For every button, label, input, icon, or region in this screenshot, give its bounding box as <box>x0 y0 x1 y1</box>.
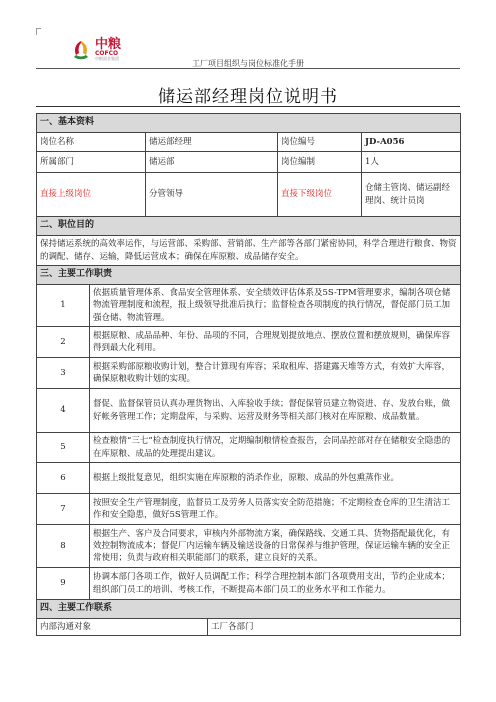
duty-row <box>37 463 461 494</box>
duty-row <box>37 494 461 525</box>
duty-text: 根据上级批复意见，组织实施在库原粮的消杀作业，原粮、成品的外包熏蒸作业。 <box>90 463 461 494</box>
duty-text: 按照安全生产管理制度，监督员工及劳务人员落实安全防范措施；不定期检查仓库的卫生清洁工作和安全隐患，做好5S管理工作。 <box>90 494 461 525</box>
department-value: 储运部 <box>146 152 278 173</box>
duty-number: 7 <box>37 494 90 525</box>
duty-number: 4 <box>37 389 90 433</box>
duty-row <box>37 285 461 327</box>
internal-contacts-label: 内部沟通对象 <box>37 619 208 636</box>
page-header-title: 工厂项目组织与岗位标准化手册 <box>192 59 304 68</box>
document-title: 储运部经理岗位说明书 <box>158 87 338 107</box>
section-contacts-header: 四、主要工作联系 <box>37 600 461 619</box>
section-basic-info-header: 一、基本资料 <box>37 114 461 133</box>
superior-post-label: 直接上级岗位 <box>37 173 146 217</box>
duty-number: 3 <box>37 358 90 389</box>
department-label: 所属部门 <box>37 152 146 173</box>
staffing-value: 1人 <box>362 152 461 173</box>
section-duties-header: 三、主要工作职责 <box>37 266 461 285</box>
duty-number: 6 <box>37 463 90 494</box>
duty-row <box>37 327 461 358</box>
subordinate-post-value: 仓储主管岗、储运副经理岗、统计员岗 <box>362 173 461 217</box>
crop-mark <box>36 28 41 35</box>
logo-english-name: COFCO <box>95 50 119 57</box>
duty-text: 根据生产、客户及合同要求，审核内外部物流方案，确保路线、交通工具、货物搭配最优化，有效控制物流成本；督促厂内运输车辆及输送设备的日常保养与维护管理，保证运输车辆的安全正常使用；负责与政府相关职能部门的联系，建立良好的关系。 <box>90 525 461 568</box>
subordinate-post-label: 直接下级岗位 <box>278 173 362 217</box>
duty-number: 1 <box>37 285 90 327</box>
logo-subtitle: 中粮面业集团 <box>95 56 119 61</box>
duty-row <box>37 525 461 568</box>
duty-row <box>37 389 461 433</box>
duty-number: 5 <box>37 433 90 463</box>
superior-post-value: 分管领导 <box>146 173 278 217</box>
staffing-label: 岗位编制 <box>278 152 362 173</box>
post-name-label: 岗位名称 <box>37 133 146 152</box>
duty-row <box>37 433 461 463</box>
duty-text: 根据采购部原粮收购计划，整合计算现有库容；采取租库、搭建露天堆等方式，有效扩大库容，确保原粮收购计划的实现。 <box>90 358 461 389</box>
logo-chinese-name: 中粮 <box>95 37 122 52</box>
internal-contacts-value: 工厂各部门 <box>208 619 461 636</box>
duty-text: 督促、监督保管员认真办理货物出、入库验收手续；督促保管员建立物资进、存、发放台账，做好帐务管理工作；定期盘库，与采购、运营及财务等相关部门核对在库原粮、成品数量。 <box>90 389 461 433</box>
duty-text: 依据质量管理体系、食品安全管理体系、安全绩效评估体系及5S-TPM管理要求，编制各项仓储物流管理制度和流程，报上级领导批准后执行；监督检查各项制度的执行情况，督促部门员工加强仓储、物流管理。 <box>90 285 461 327</box>
duty-number: 9 <box>37 568 90 600</box>
job-description-table <box>36 113 461 636</box>
duty-text: 根据原粮、成品品种、年份、品项的不同，合理规划提放地点、摆放位置和摆放规则，确保库容得到最大化利用。 <box>90 327 461 358</box>
section-purpose-header: 二、职位目的 <box>37 217 461 236</box>
duty-row <box>37 358 461 389</box>
post-code-value: JD-A056 <box>362 133 461 152</box>
post-name-value: 储运部经理 <box>146 133 278 152</box>
duty-text: 协调本部门各项工作，做好人员调配工作；科学合理控制本部门各项费用支出，节约企业成本；组织部门员工的培训、考核工作，不断提高本部门员工的业务水平和工作能力。 <box>90 568 461 600</box>
duty-number: 8 <box>37 525 90 568</box>
purpose-text: 保持储运系统的高效率运作，与运营部、采购部、营销部、生产部等各部门紧密协同，科学合理进行粮食、物资的调配、储存、运输，降低运营成本；确保在库原粮、成品储存安全。 <box>37 236 461 266</box>
title-divider <box>36 106 460 107</box>
duty-row <box>37 568 461 600</box>
post-code-label: 岗位编号 <box>278 133 362 152</box>
duty-text: 检查粮情“三七”检查制度执行情况，定期编制粮情检查报告，会同品控部对存在储粮安全隐患的在库原粮、成品的处理提出建议。 <box>90 433 461 463</box>
duty-number: 2 <box>37 327 90 358</box>
header-divider <box>36 68 460 69</box>
